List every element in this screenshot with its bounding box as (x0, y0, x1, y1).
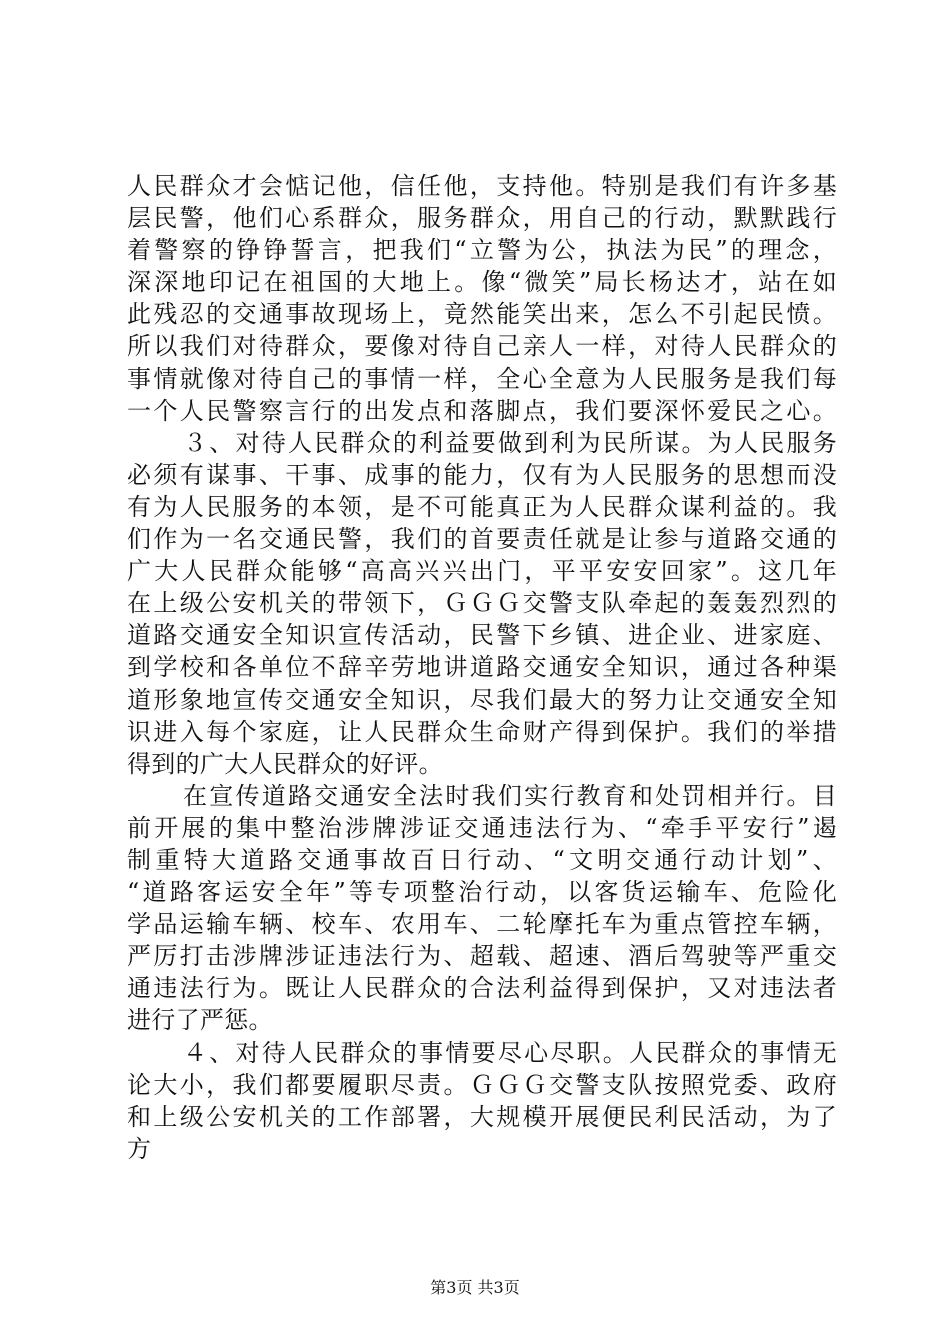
text-line: 论大小，我们都要履职尽责。ＧＧＧ交警支队按照党委、政府 (127, 1070, 837, 1099)
document-body (127, 170, 837, 1165)
text-line: 识进入每个家庭，让人民群众生命财产得到保护。我们的举措 (127, 717, 837, 746)
text-line: ４、对待人民群众的事情要尽心尽职。人民群众的事情无 (183, 1038, 837, 1067)
text-line: 深深地印记在祖国的大地上。像“微笑”局长杨达才，站在如 (127, 268, 837, 297)
text-line: 此残忍的交通事故现场上，竟然能笑出来，怎么不引起民愤。 (127, 300, 837, 329)
text-line: 人民群众才会惦记他，信任他，支持他。特别是我们有许多基 (127, 172, 837, 200)
text-line: 着警察的铮铮誓言，把我们“立警为公，执法为民”的理念， (127, 236, 837, 265)
text-line: 道形象地宣传交通安全知识，尽我们最大的努力让交通安全知 (127, 685, 837, 714)
text-line: “道路客运安全年”等专项整治行动，以客货运输车、危险化 (127, 878, 837, 907)
page-footer: 第3页 共3页 (430, 1278, 520, 1297)
text-line: ３、对待人民群众的利益要做到利为民所谋。为人民服务 (183, 428, 837, 457)
text-line: 进行了严惩。 (127, 1006, 273, 1035)
text-line: 层民警，他们心系群众，服务群众，用自己的行动，默默践行 (127, 204, 837, 233)
text-line: 制重特大道路交通事故百日行动、“文明交通行动计划”、 (127, 845, 837, 874)
text-line: 方 (127, 1134, 152, 1163)
text-line: 学品运输车辆、校车、农用车、二轮摩托车为重点管控车辆， (127, 910, 837, 939)
text-line: 到学校和各单位不辞辛劳地讲道路交通安全知识，通过各种渠 (127, 653, 837, 682)
text-line: 所以我们对待群众，要像对待自己亲人一样，对待人民群众的 (127, 332, 837, 361)
text-line: 事情就像对待自己的事情一样，全心全意为人民服务是我们每 (127, 364, 837, 393)
text-line: 广大人民群众能够“高高兴兴出门，平平安安回家”。这几年 (127, 557, 837, 586)
text-line: 在宣传道路交通安全法时我们实行教育和处罚相并行。目 (183, 781, 837, 810)
text-line: 一个人民警察言行的出发点和落脚点，我们要深怀爱民之心。 (127, 396, 837, 425)
text-line: 在上级公安机关的带领下，ＧＧＧ交警支队牵起的轰轰烈烈的 (127, 589, 837, 618)
text-line: 有为人民服务的本领，是不可能真正为人民群众谋利益的。我 (127, 492, 837, 521)
text-line: 们作为一名交通民警，我们的首要责任就是让参与道路交通的 (127, 525, 837, 554)
text-line: 通违法行为。既让人民群众的合法利益得到保护，又对违法者 (127, 974, 837, 1003)
text-line: 和上级公安机关的工作部署，大规模开展便民利民活动，为了 (127, 1102, 837, 1131)
text-line: 得到的广大人民群众的好评。 (127, 749, 443, 778)
text-line: 前开展的集中整治涉牌涉证交通违法行为、“牵手平安行”遏 (127, 813, 837, 842)
text-line: 道路交通安全知识宣传活动，民警下乡镇、进企业、进家庭、 (127, 621, 837, 650)
text-line: 必须有谋事、干事、成事的能力，仅有为人民服务的思想而没 (127, 460, 837, 489)
text-line: 严厉打击涉牌涉证违法行为、超载、超速、酒后驾驶等严重交 (127, 942, 837, 971)
